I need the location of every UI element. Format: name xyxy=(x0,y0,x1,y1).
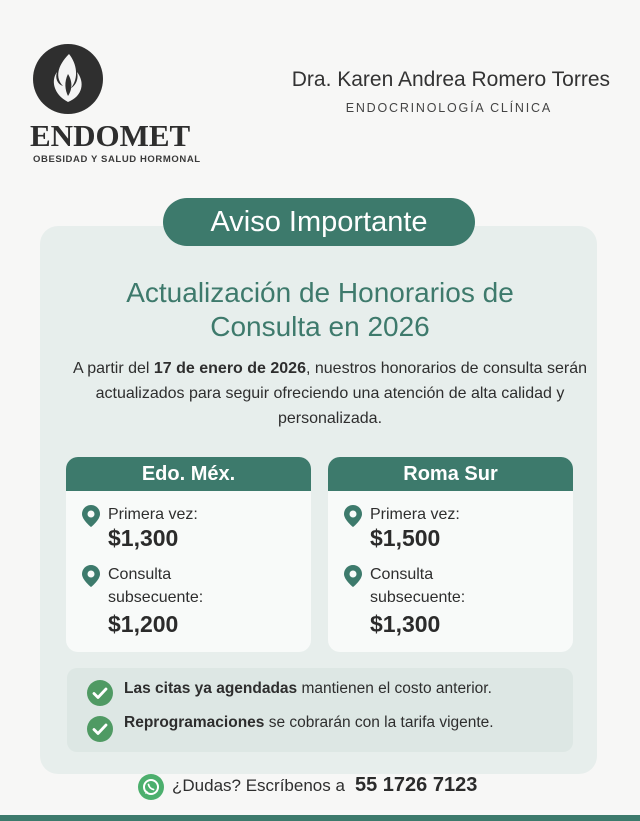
headline-line-1: Actualización de Honorarios de xyxy=(126,277,514,308)
check-icon xyxy=(87,680,113,706)
first-visit-label: Primera vez: xyxy=(108,506,198,523)
location-card-edo-mex xyxy=(66,457,311,652)
location-pin-icon xyxy=(82,565,100,587)
followup-label xyxy=(108,563,203,609)
location-pin-icon xyxy=(344,565,362,587)
location-pin-icon xyxy=(344,505,362,527)
doctor-specialty: ENDOCRINOLOGÍA CLÍNICA xyxy=(345,101,552,115)
first-visit-price: $1,500 xyxy=(370,525,441,551)
intro-before: A partir del xyxy=(72,360,154,377)
doctor-name: Dra. Karen Andrea Romero Torres xyxy=(291,68,610,91)
first-visit-price: $1,300 xyxy=(108,525,179,551)
brand-tagline: OBESIDAD Y SALUD HORMONAL xyxy=(33,154,201,165)
contact-text: ¿Dudas? Escríbenos a xyxy=(172,776,345,795)
brand-name: ENDOMET xyxy=(30,118,191,153)
policy-bold: Las citas ya agendadas xyxy=(124,680,298,697)
first-visit-label: Primera vez: xyxy=(370,506,460,523)
policy-rest: se cobrarán con la tarifa vigente. xyxy=(264,714,494,731)
location-name: Edo. Méx. xyxy=(66,457,311,491)
intro-after: , nuestros honorarios de consulta serán actualizados para seguir ofreciendo una atención de alta calidad y personalizada. xyxy=(95,360,588,427)
followup-price: $1,200 xyxy=(108,611,179,637)
policy-rest: mantienen el costo anterior. xyxy=(297,680,492,697)
location-pin-icon xyxy=(82,505,100,527)
contact-phone[interactable]: 55 1726 7123 xyxy=(355,774,478,796)
location-card-roma-sur xyxy=(328,457,573,652)
flame-icon xyxy=(33,44,103,114)
followup-label-line-1: Consulta xyxy=(370,566,434,583)
notice-pill: Aviso Importante xyxy=(163,198,475,246)
intro-date: 17 de enero de 2026 xyxy=(153,360,306,377)
followup-label xyxy=(370,563,465,609)
policy-line-2 xyxy=(124,714,494,732)
followup-price: $1,300 xyxy=(370,611,441,637)
bottom-bar xyxy=(0,815,640,821)
policies-box xyxy=(67,668,573,752)
policy-line-1 xyxy=(124,680,492,698)
headline-line-2: Consulta en 2026 xyxy=(210,311,430,342)
check-icon xyxy=(87,716,113,742)
followup-label-line-2: subsecuente: xyxy=(370,589,466,606)
followup-label-line-2: subsecuente: xyxy=(108,589,204,606)
whatsapp-icon[interactable] xyxy=(138,774,164,800)
location-name: Roma Sur xyxy=(328,457,573,491)
policy-bold: Reprogramaciones xyxy=(124,714,265,731)
notice-intro xyxy=(60,356,600,431)
followup-label-line-1: Consulta xyxy=(108,566,172,583)
notice-headline xyxy=(60,276,580,344)
